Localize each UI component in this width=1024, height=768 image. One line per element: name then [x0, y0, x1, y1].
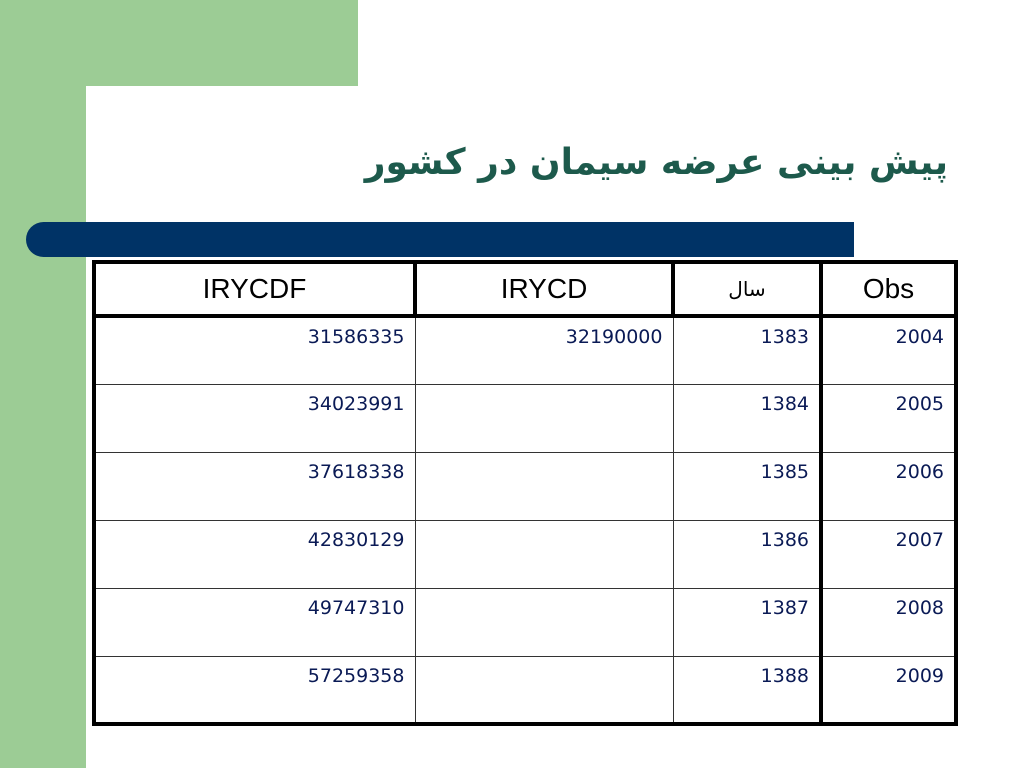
cell-irycdf: 49747310: [94, 588, 415, 656]
cell-obs: 2008: [821, 588, 956, 656]
green-sidebar-strip: [0, 0, 86, 768]
cell-irycdf: 37618338: [94, 452, 415, 520]
cell-year: 1384: [673, 384, 821, 452]
cell-year: 1386: [673, 520, 821, 588]
cell-irycd: [415, 520, 673, 588]
cell-irycd: [415, 588, 673, 656]
cell-irycd: 32190000: [415, 316, 673, 384]
green-top-block: [0, 0, 358, 86]
cell-year: 1388: [673, 656, 821, 724]
data-table-container: [92, 260, 958, 726]
cell-obs: 2007: [821, 520, 956, 588]
cell-irycdf: 42830129: [94, 520, 415, 588]
cell-irycdf: 57259358: [94, 656, 415, 724]
cell-irycd: [415, 384, 673, 452]
cell-obs: 2009: [821, 656, 956, 724]
header-year: سال: [673, 262, 821, 316]
cell-irycd: [415, 656, 673, 724]
table-row: [94, 588, 956, 656]
slide-title: پیش بینی عرضه سیمان در کشور: [364, 142, 948, 183]
cell-year: 1387: [673, 588, 821, 656]
cell-obs: 2004: [821, 316, 956, 384]
cell-obs: 2006: [821, 452, 956, 520]
table-row: [94, 316, 956, 384]
header-obs: Obs: [821, 262, 956, 316]
cell-year: 1385: [673, 452, 821, 520]
header-irycdf: IRYCDF: [94, 262, 415, 316]
cell-irycdf: 31586335: [94, 316, 415, 384]
cell-year: 1383: [673, 316, 821, 384]
cell-obs: 2005: [821, 384, 956, 452]
table-row: [94, 520, 956, 588]
table-row: [94, 452, 956, 520]
data-table: [92, 260, 958, 726]
table-row: [94, 656, 956, 724]
cell-irycd: [415, 452, 673, 520]
cell-irycdf: 34023991: [94, 384, 415, 452]
table-header-row: [94, 262, 956, 316]
table-row: [94, 384, 956, 452]
header-irycd: IRYCD: [415, 262, 673, 316]
rounded-corner-decoration: [86, 86, 146, 146]
blue-divider-bar: [26, 222, 854, 257]
